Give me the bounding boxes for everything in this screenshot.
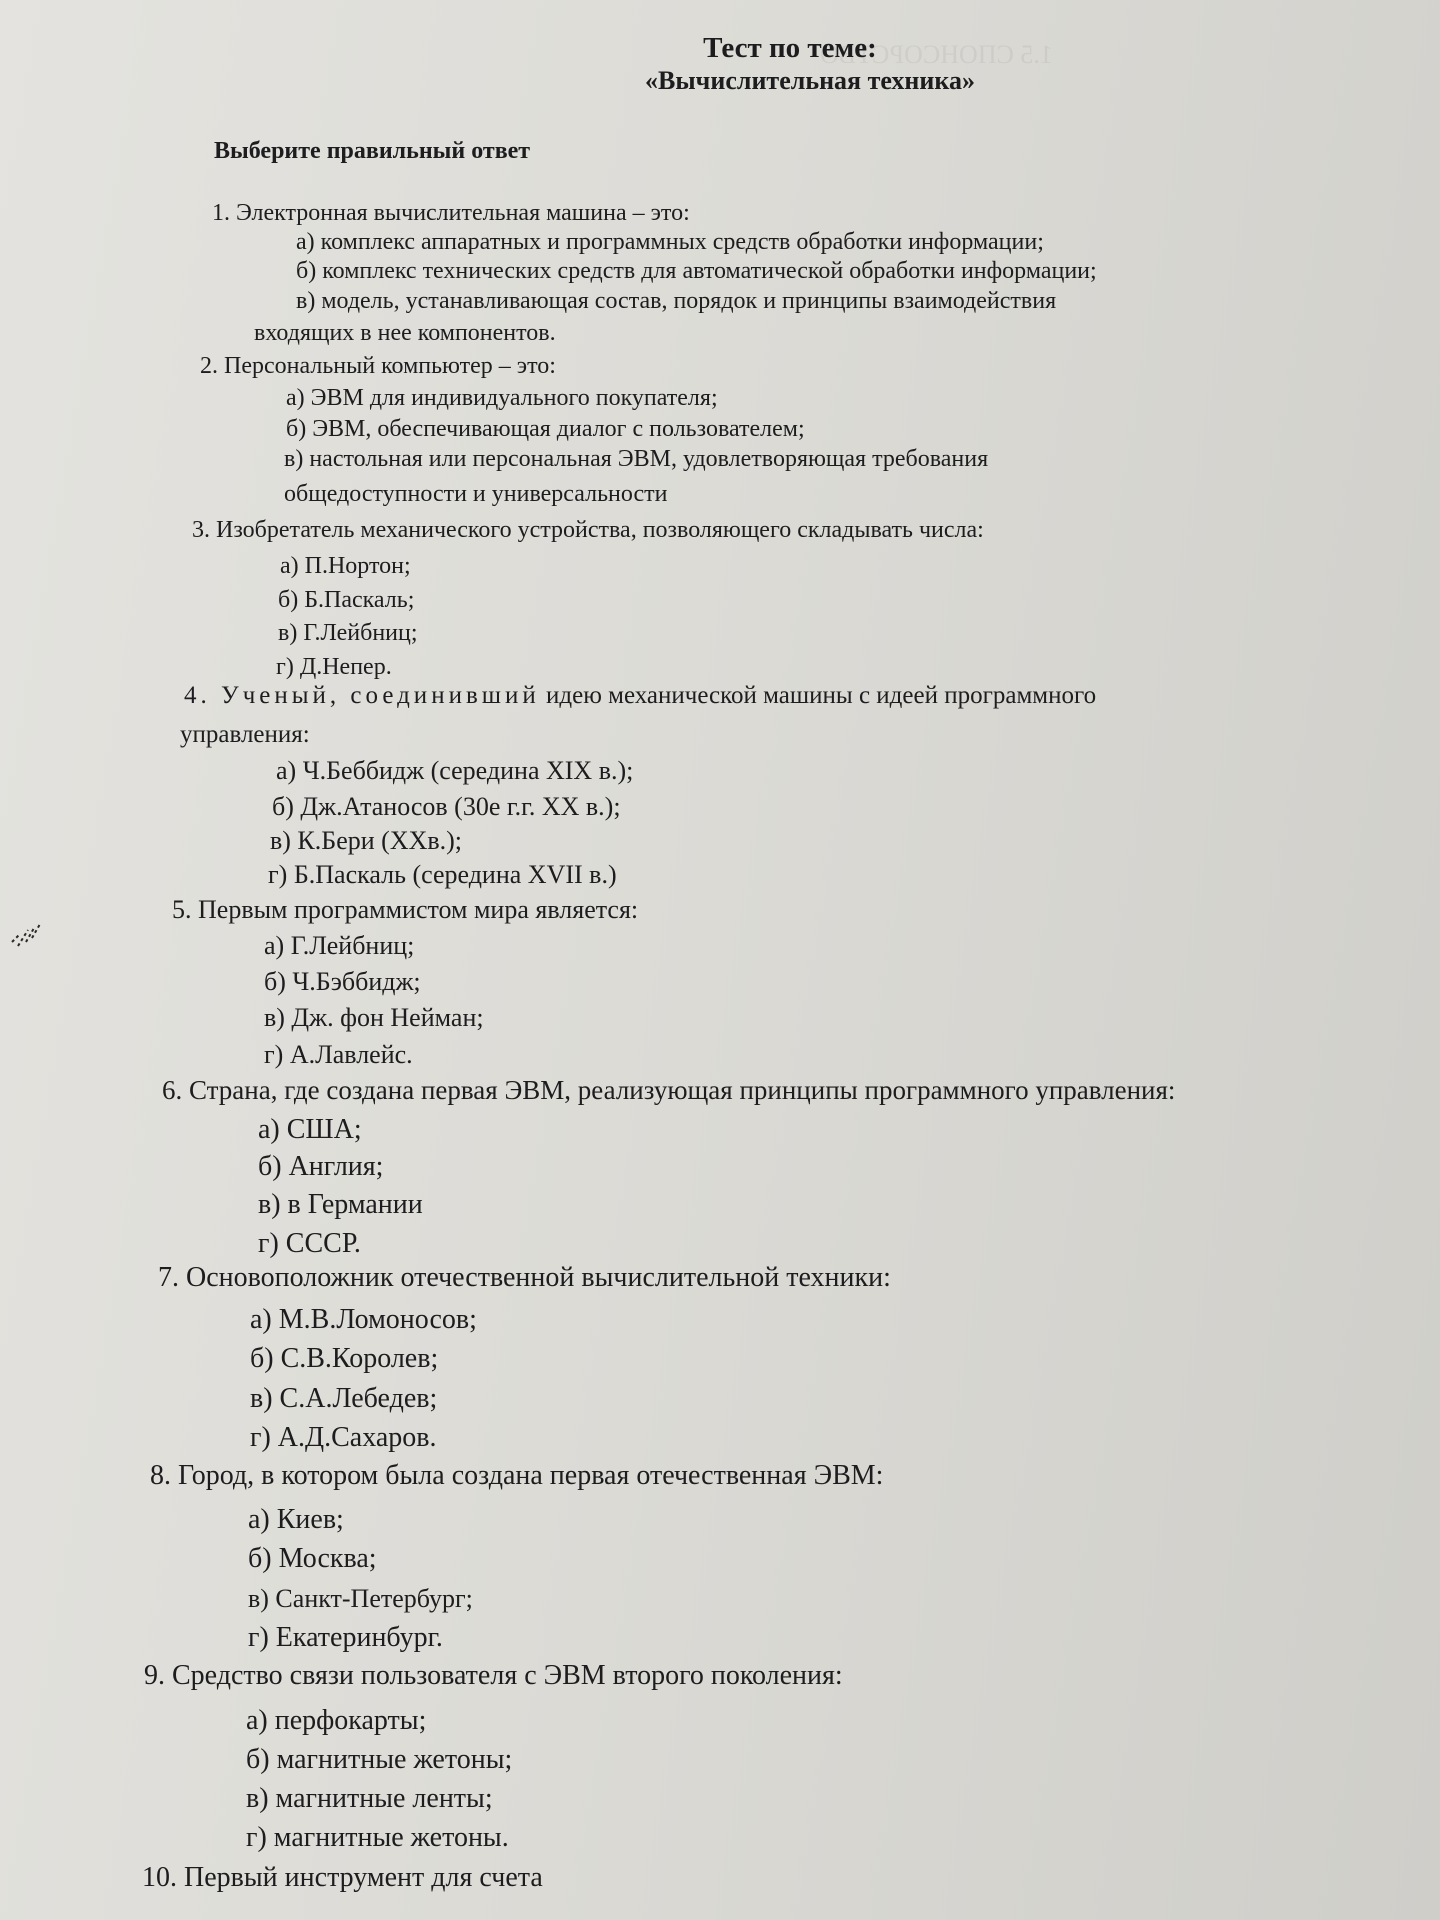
question-6: 6. Страна, где создана первая ЭВМ, реализующая принципы программного управления: [162, 1075, 1176, 1105]
question-3-option-c: в) Г.Лейбниц; [278, 620, 418, 646]
question-2-option-a: а) ЭВМ для индивидуального покупателя; [286, 385, 718, 411]
question-5-option-b: б) Ч.Бэббидж; [264, 967, 421, 996]
question-4-option-c: в) К.Бери (XXв.); [270, 826, 463, 855]
question-9-option-b: б) магнитные жетоны; [246, 1744, 513, 1775]
question-6-option-c: в) в Германии [258, 1189, 423, 1220]
question-8-option-d: г) Екатеринбург. [248, 1622, 443, 1653]
pen-mark-icon [8, 912, 48, 952]
question-8-option-b: б) Москва; [248, 1543, 377, 1574]
question-4-option-b: б) Дж.Атаносов (30е г.г. XX в.); [272, 792, 621, 821]
question-9-option-a: а) перфокарты; [246, 1705, 427, 1736]
page-subtitle: «Вычислительная техника» [645, 66, 975, 95]
question-4-option-d: г) Б.Паскаль (середина XVII в.) [268, 860, 617, 889]
question-8-option-c: в) Санкт-Петербург; [248, 1584, 473, 1613]
question-5-option-d: г) А.Лавлейс. [264, 1040, 413, 1069]
question-8-option-a: а) Киев; [248, 1504, 344, 1535]
question-3: 3. Изобретатель механического устройства, позволяющего складывать числа: [192, 517, 984, 543]
page-title: Тест по теме: [703, 32, 877, 64]
question-3-option-d: г) Д.Непер. [276, 654, 392, 680]
question-6-option-a: а) США; [258, 1114, 362, 1145]
question-9: 9. Средство связи пользователя с ЭВМ второго поколения: [144, 1660, 843, 1691]
question-7-option-a: а) М.В.Ломоносов; [250, 1304, 477, 1335]
question-4-option-a: а) Ч.Беббидж (середина XIX в.); [276, 756, 634, 785]
question-4-cont: управления: [180, 721, 310, 748]
question-2-option-c: в) настольная или персональная ЭВМ, удовлетворяющая требования [284, 446, 989, 472]
question-1-option-a: а) комплекс аппаратных и программных средств обработки информации; [296, 229, 1044, 255]
question-8: 8. Город, в котором была создана первая отечественная ЭВМ: [150, 1460, 884, 1491]
question-9-option-d: г) магнитные жетоны. [246, 1822, 509, 1853]
question-6-option-b: б) Англия; [258, 1151, 384, 1182]
question-7-option-c: в) С.А.Лебедев; [250, 1383, 438, 1414]
instruction-text: Выберите правильный ответ [214, 138, 531, 164]
question-10: 10. Первый инструмент для счета [142, 1862, 543, 1893]
question-2-option-c-cont: общедоступности и универсальности [284, 481, 668, 507]
question-6-option-d: г) СССР. [258, 1228, 361, 1259]
bleed-through-text: 1.5 СПОНСОРСТВО [820, 40, 1053, 69]
question-5: 5. Первым программистом мира является: [172, 895, 639, 924]
question-3-option-b: б) Б.Паскаль; [278, 587, 415, 613]
question-2: 2. Персональный компьютер – это: [200, 353, 556, 379]
question-1-option-b: б) комплекс технических средств для автоматической обработки информации; [296, 258, 1097, 284]
question-5-option-a: а) Г.Лейбниц; [264, 931, 415, 960]
question-1-option-c: в) модель, устанавливающая состав, порядок и принципы взаимодействия [296, 288, 1057, 314]
question-3-option-a: а) П.Нортон; [280, 553, 411, 579]
question-5-option-c: в) Дж. фон Нейман; [264, 1003, 484, 1032]
question-7-option-b: б) С.В.Королев; [250, 1343, 439, 1374]
question-2-option-b: б) ЭВМ, обеспечивающая диалог с пользователем; [286, 416, 805, 442]
question-7-option-d: г) А.Д.Сахаров. [250, 1422, 437, 1453]
question-9-option-c: в) магнитные ленты; [246, 1783, 493, 1814]
question-1: 1. Электронная вычислительная машина – это: [212, 200, 690, 226]
question-4-lead: 4. Ученый, соединивший [184, 682, 540, 709]
question-7: 7. Основоположник отечественной вычислительной техники: [158, 1262, 891, 1293]
question-4: идею механической машины с идеей программного [546, 682, 1097, 709]
question-1-option-c-cont: входящих в нее компонентов. [254, 320, 556, 346]
